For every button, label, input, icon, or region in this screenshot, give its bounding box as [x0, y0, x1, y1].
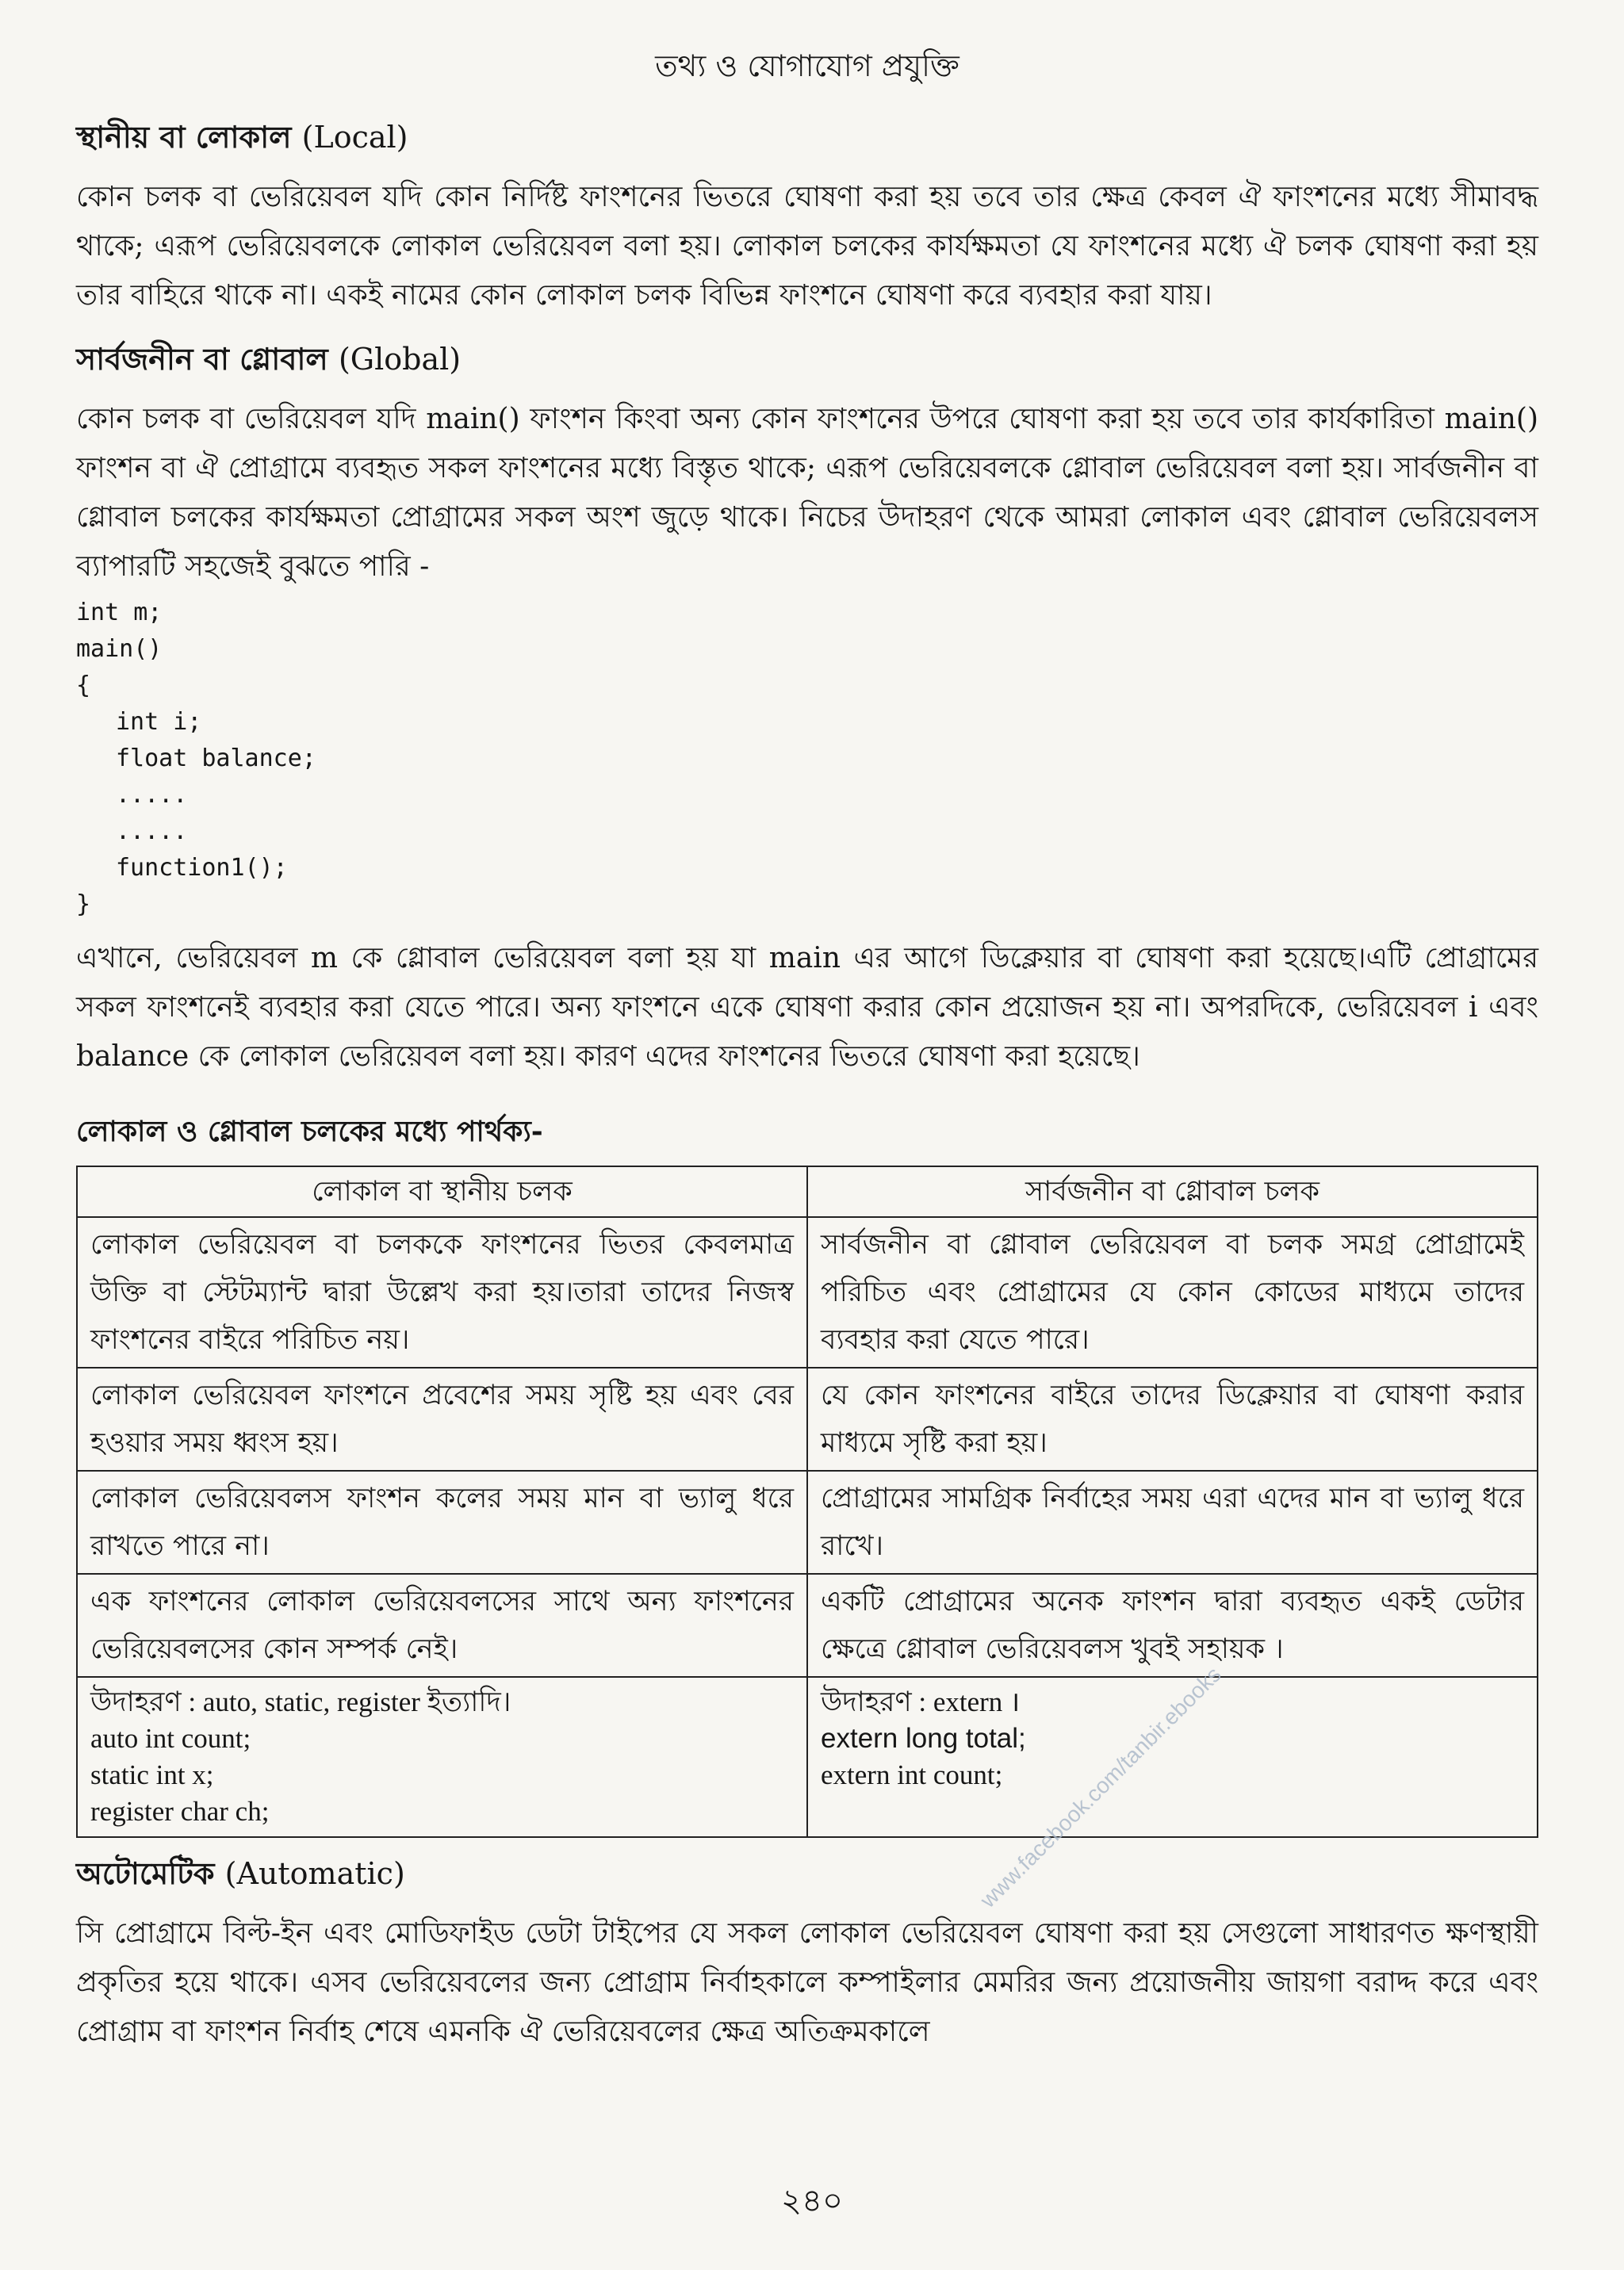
- code-line: int i;: [116, 708, 202, 736]
- table-row: [77, 1217, 1538, 1368]
- code-line: .....: [116, 781, 188, 809]
- example-cell-local: [77, 1677, 807, 1837]
- table-row: [77, 1574, 1538, 1677]
- local-paragraph: কোন চলক বা ভেরিয়েবল যদি কোন নির্দিষ্ট ফাংশনের ভিতরে ঘোষণা করা হয় তবে তার ক্ষেত্র কেবল ঐ ফাংশনের মধ্যে সীমাবদ্ধ থাকে; এরূপ ভেরিয়েবলকে লোকাল ভেরিয়েবল বলা হয়। লোকাল চলকের কার্যক্ষমতা যে ফাংশনের মধ্যে ঐ চলক ঘোষণা করা হয় তার বাহিরে থাকে না। একই নামের কোন লোকাল চলক বিভিন্ন ফাংশনে ঘোষণা করে ব্যবহার করা যায়।: [76, 181, 1538, 312]
- code-line: function1();: [116, 854, 288, 882]
- global-heading-en: (Global): [338, 342, 462, 377]
- running-header: তথ্য ও যোগাযোগ প্রযুক্তি: [655, 48, 959, 83]
- code-example: [76, 595, 1538, 923]
- local-heading: [76, 114, 1538, 165]
- example-line: extern int count;: [821, 1759, 1003, 1790]
- table-cell: প্রোগ্রামের সামগ্রিক নির্বাহের সময় এরা এদের মান বা ভ্যালু ধরে রাখে।: [807, 1471, 1538, 1574]
- example-line: auto int count;: [90, 1723, 251, 1754]
- example-line: register char ch;: [90, 1796, 270, 1827]
- table-cell: লোকাল ভেরিয়েবল ফাংশনে প্রবেশের সময় সৃষ্টি হয় এবং বের হওয়ার সময় ধ্বংস হয়।: [77, 1368, 807, 1471]
- code-line: main(): [76, 635, 163, 663]
- example-line: static int x;: [90, 1759, 214, 1790]
- example-line: উদাহরণ : extern ।: [821, 1686, 1021, 1717]
- table-row: [77, 1471, 1538, 1574]
- local-heading-bn: স্থানীয় বা লোকাল: [76, 119, 292, 155]
- table-cell: লোকাল ভেরিয়েবল বা চলককে ফাংশনের ভিতর কেবলমাত্র উক্তি বা স্টেটম্যান্ট দ্বারা উল্লেখ করা হয়।তারা তাদের নিজস্ব ফাংশনের বাইরে পরিচিত নয়।: [77, 1217, 807, 1368]
- global-heading: [76, 336, 1538, 387]
- global-paragraph: কোন চলক বা ভেরিয়েবল যদি main() ফাংশন কিংবা অন্য কোন ফাংশনের উপরে ঘোষণা করা হয় তবে তার কার্যকারিতা main() ফাংশন বা ঐ প্রোগ্রামে ব্যবহৃত সকল ফাংশনের মধ্যে বিস্তৃত থাকে; এরূপ ভেরিয়েবলকে গ্লোবাল ভেরিয়েবল বলা হয়। সার্বজনীন বা গ্লোবাল চলকের কার্যক্ষমতা প্রোগ্রামের সকল অংশ জুড়ে থাকে। নিচের উদাহরণ থেকে আমরা লোকাল এবং গ্লোবাল ভেরিয়েবলস ব্যাপারটি সহজেই বুঝতে পারি -: [76, 403, 1538, 583]
- automatic-heading-en: (Automatic): [224, 1856, 405, 1891]
- example-line: উদাহরণ : auto, static, register ইত্যাদি।: [90, 1686, 511, 1717]
- explanation-paragraph: এখানে, ভেরিয়েবল m কে গ্লোবাল ভেরিয়েবল বলা হয় যা main এর আগে ডিক্লেয়ার বা ঘোষণা করা হয়েছে।এটি প্রোগ্রামের সকল ফাংশনেই ব্যবহার করা যেতে পারে। অন্য ফাংশনে একে ঘোষণা করার কোন প্রয়োজন হয় না। অপরদিকে, ভেরিয়েবল i এবং balance কে লোকাল ভেরিয়েবল বলা হয়। কারণ এদের ফাংশনের ভিতরে ঘোষণা করা হয়েছে।: [76, 942, 1538, 1073]
- code-line: {: [76, 672, 91, 699]
- page-number: ২৪০: [781, 2183, 843, 2219]
- local-heading-en: (Local): [301, 120, 408, 155]
- table-row: [77, 1368, 1538, 1471]
- book-page: [76, 32, 1538, 2057]
- column-header-local: লোকাল বা স্থানীয় চলক: [77, 1166, 807, 1217]
- comparison-heading: লোকাল ও গ্লোবাল চলকের মধ্যে পার্থক্য-: [76, 1115, 543, 1148]
- column-header-global: সার্বজনীন বা গ্লোবাল চলক: [807, 1166, 1538, 1217]
- table-cell: যে কোন ফাংশনের বাইরে তাদের ডিক্লেয়ার বা ঘোষণা করার মাধ্যমে সৃষ্টি করা হয়।: [807, 1368, 1538, 1471]
- table-cell: এক ফাংশনের লোকাল ভেরিয়েবলসের সাথে অন্য ফাংশনের ভেরিয়েবলসের কোন সম্পর্ক নেই।: [77, 1574, 807, 1677]
- code-line: .....: [116, 817, 188, 845]
- table-cell: লোকাল ভেরিয়েবলস ফাংশন কলের সময় মান বা ভ্যালু ধরে রাখতে পারে না।: [77, 1471, 807, 1574]
- automatic-heading: [76, 1851, 1538, 1901]
- global-heading-bn: সার্বজনীন বা গ্লোবাল: [76, 341, 328, 377]
- example-line: extern long total;: [821, 1723, 1026, 1754]
- code-line: int m;: [76, 599, 163, 626]
- automatic-heading-bn: অটোমেটিক: [76, 1855, 215, 1891]
- table-cell: সার্বজনীন বা গ্লোবাল ভেরিয়েবল বা চলক সমগ্র প্রোগ্রামেই পরিচিত এবং প্রোগ্রামের যে কোন কোডের মাধ্যমে তাদের ব্যবহার করা যেতে পারে।: [807, 1217, 1538, 1368]
- comparison-table: [76, 1166, 1538, 1838]
- watermark: www.facebook.com/tanbir.ebooks: [975, 1662, 1226, 1912]
- automatic-paragraph: সি প্রোগ্রামে বিল্ট-ইন এবং মোডিফাইড ডেটা টাইপের যে সকল লোকাল ভেরিয়েবল ঘোষণা করা হয় সেগুলো সাধারণত ক্ষণস্থায়ী প্রকৃতির হয়ে থাকে। এসব ভেরিয়েবলের জন্য প্রোগ্রাম নির্বাহকালে কম্পাইলার মেমরির জন্য প্রয়োজনীয় জায়গা বরাদ্দ করে এবং প্রোগ্রাম বা ফাংশন নির্বাহ শেষে এমনকি ঐ ভেরিয়েবলের ক্ষেত্র অতিক্রমকালে: [76, 1917, 1538, 2048]
- table-row-examples: [77, 1677, 1538, 1837]
- code-line: }: [76, 890, 91, 918]
- code-line: float balance;: [116, 745, 316, 772]
- table-cell: একটি প্রোগ্রামের অনেক ফাংশন দ্বারা ব্যবহৃত একই ডেটার ক্ষেত্রে গ্লোবাল ভেরিয়েবলস খুবই সহায়ক ।: [807, 1574, 1538, 1677]
- table-header-row: [77, 1166, 1538, 1217]
